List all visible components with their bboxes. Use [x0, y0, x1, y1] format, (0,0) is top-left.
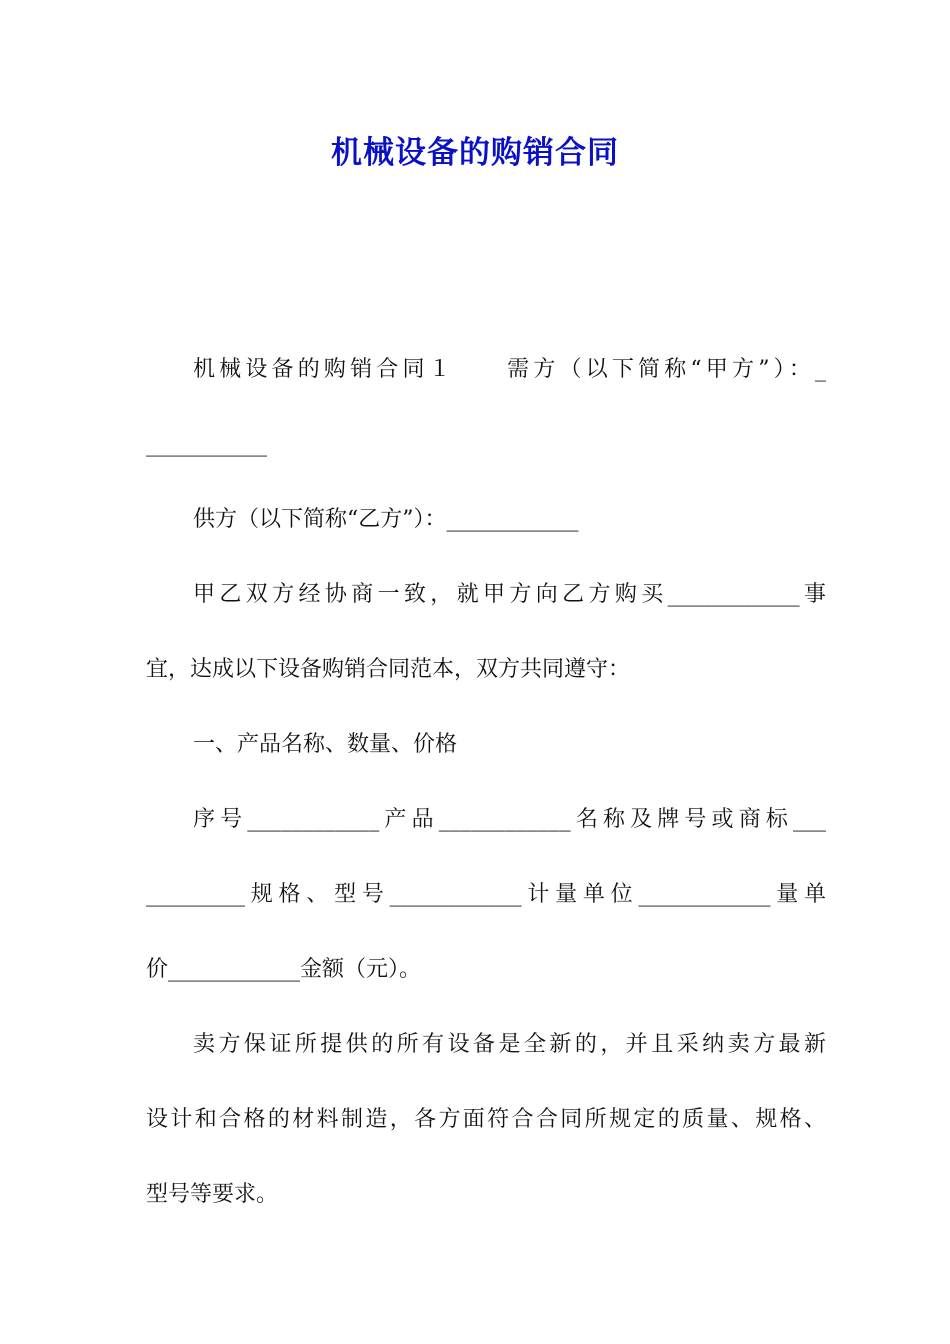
- document-body: [146, 332, 826, 1232]
- paragraph-line: ___________: [146, 432, 267, 457]
- paragraph-line: 机械设备的购销合同１ 需方（以下简称“甲方”）：_: [193, 357, 826, 382]
- paragraph-line: 宜，达成以下设备购销合同范本，双方共同遵守：: [146, 657, 631, 682]
- paragraph-line: 供方（以下简称“乙方”）：____________: [193, 507, 579, 532]
- paragraph-line: 价____________金额（元）。: [146, 957, 422, 982]
- paragraph-line: 设计和合格的材料制造，各方面符合合同所规定的质量、规格、: [146, 1107, 826, 1132]
- paragraph-line: 序号____________产品____________名称及牌号或商标___: [193, 807, 826, 832]
- paragraph-line: 卖方保证所提供的所有设备是全新的，并且采纳卖方最新: [193, 1032, 826, 1057]
- section-heading: 一、产品名称、数量、价格: [193, 732, 458, 757]
- paragraph-line: _________规格、型号____________计量单位____________量单: [146, 882, 826, 907]
- paragraph-line: 型号等要求。: [146, 1182, 279, 1207]
- paragraph-line: 甲乙双方经协商一致，就甲方向乙方购买____________事: [193, 582, 826, 607]
- document-title: 机械设备的购销合同: [331, 135, 619, 171]
